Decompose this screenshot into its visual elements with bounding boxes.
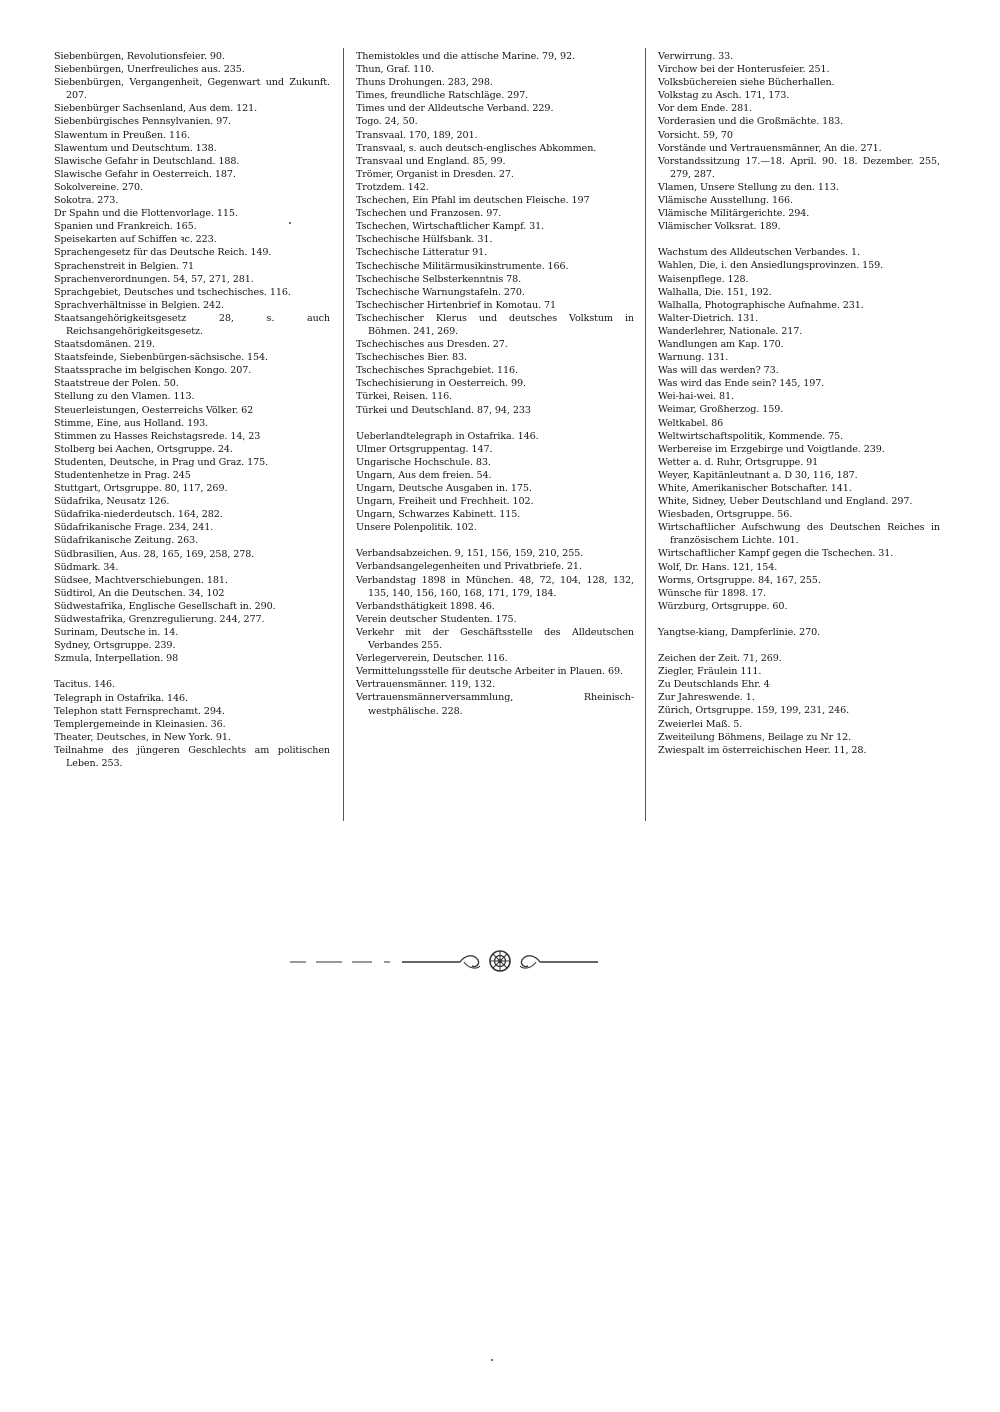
index-entry: Tacitus. 146. bbox=[54, 679, 115, 691]
index-entry: Vorsicht. 59, 70 bbox=[658, 129, 733, 141]
decorative-ornament-divider bbox=[280, 940, 720, 980]
index-entry: Transvaal und England. 85, 99. bbox=[356, 155, 506, 167]
index-entry: Südbrasilien, Aus. 28, 165, 169, 258, 278. bbox=[54, 548, 255, 560]
index-entry: Vertrauensmänner. 119, 132. bbox=[356, 679, 495, 691]
index-entry: Ungarn, Freiheit und Frechheit. 102. bbox=[356, 496, 534, 508]
index-entry: Ungarische Hochschule. 83. bbox=[356, 456, 491, 468]
index-entry: Verbandsangelegenheiten und Privatbriefe. 21. bbox=[356, 561, 582, 573]
index-entry: Ungarn, Aus dem freien. 54. bbox=[356, 469, 492, 481]
index-entry: Transvaal. 170, 189, 201. bbox=[356, 129, 478, 141]
index-entry: Thuns Drohungen. 283, 298. bbox=[356, 77, 493, 89]
index-entry: Südafrikanische Zeitung. 263. bbox=[54, 535, 199, 547]
index-entry: Sydney, Ortsgruppe. 239. bbox=[54, 640, 176, 652]
index-entry: Sokotra. 273. bbox=[54, 195, 119, 207]
index-entry: Türkei und Deutschland. 87, 94, 233 bbox=[356, 404, 531, 416]
index-entry: Tschechisierung in Oesterreich. 99. bbox=[356, 378, 526, 390]
index-entry: Warnung. 131. bbox=[658, 352, 729, 364]
index-entry: Sprachenverordnungen. 54, 57, 271, 281. bbox=[54, 273, 254, 285]
index-entry: Studenten, Deutsche, in Prag und Graz. 175. bbox=[54, 456, 269, 468]
index-entry: Tschechische Selbsterkenntnis 78. bbox=[356, 273, 522, 285]
index-entry: White, Sidney, Ueber Deutschland und England. 297. bbox=[658, 496, 913, 508]
section-gap bbox=[356, 417, 634, 430]
index-entry: Verein deutscher Studenten. 175. bbox=[356, 613, 517, 625]
section-gap bbox=[54, 665, 330, 678]
index-entry: Wirtschaftlicher Aufschwung des Deutschen Reiches in französischem Lichte. 101. bbox=[658, 522, 940, 547]
index-entry: Times, freundliche Ratschläge. 297. bbox=[356, 90, 529, 102]
index-entry: Vlamen, Unsere Stellung zu den. 113. bbox=[658, 181, 839, 193]
index-entry: Theater, Deutsches, in New York. 91. bbox=[54, 731, 231, 743]
index-entry: Stimme, Eine, aus Holland. 193. bbox=[54, 417, 209, 429]
index-entry: Wolf, Dr. Hans. 121, 154. bbox=[658, 561, 778, 573]
index-entry: Wachstum des Alldeutschen Verbandes. 1. bbox=[658, 247, 860, 259]
index-entry: Vorstände und Vertrauensmänner, An die. 271. bbox=[658, 142, 882, 154]
index-entry: Ziegler, Fräulein 111. bbox=[658, 666, 762, 678]
section-gap bbox=[658, 639, 940, 652]
index-column-1 bbox=[54, 50, 330, 770]
index-entry: Zu Deutschlands Ehr. 4 bbox=[658, 679, 770, 691]
index-entry: Thun, Graf. 110. bbox=[356, 64, 435, 76]
index-entry: Tschechischer Klerus und deutsches Volkstum in Böhmen. 241, 269. bbox=[356, 312, 634, 337]
section-gap bbox=[658, 233, 940, 246]
index-entry: Zweiteilung Böhmens, Beilage zu Nr 12. bbox=[658, 731, 852, 743]
index-entry: Studentenhetze in Prag. 245 bbox=[54, 470, 191, 481]
index-entry: Szmula, Interpellation. 98 bbox=[54, 653, 179, 665]
index-entry: Siebenbürgen, Revolutionsfeier. 90. bbox=[54, 51, 225, 62]
index-entry: Staatsangehörigkeitsgesetz 28, s. auch Reichsangehörigkeitsgesetz. bbox=[54, 312, 330, 337]
index-entry: Wiesbaden, Ortsgruppe. 56. bbox=[658, 509, 793, 521]
scan-speck bbox=[491, 1359, 493, 1361]
index-entry: Südafrika-niederdeutsch. 164, 282. bbox=[54, 509, 223, 521]
index-entry: Walter-Dietrich. 131. bbox=[658, 312, 759, 324]
index-entry: Transvaal, s. auch deutsch-englisches Abkommen. bbox=[356, 142, 597, 154]
index-entry: White, Amerikanischer Botschafter. 141. bbox=[658, 483, 852, 494]
index-entry: Dr Spahn und die Flottenvorlage. 115. bbox=[54, 208, 238, 220]
index-entry: Weltkabel. 86 bbox=[658, 417, 724, 429]
index-entry: Tschechisches Sprachgebiet. 116. bbox=[356, 365, 518, 377]
index-entry: Waisenpflege. 128. bbox=[658, 273, 749, 285]
index-entry: Tschechen, Ein Pfahl im deutschen Fleische. 197 bbox=[356, 195, 590, 207]
index-entry: Ulmer Ortsgruppentag. 147. bbox=[356, 443, 493, 455]
index-column-3 bbox=[658, 50, 940, 757]
index-entry: Wünsche für 1898. 17. bbox=[658, 587, 767, 599]
index-entry: Südafrika, Neusatz 126. bbox=[54, 496, 170, 508]
index-entry: Volksbüchereien siehe Bücherhallen. bbox=[658, 77, 835, 89]
index-entry: Walhalla, Photographische Aufnahme. 231. bbox=[658, 299, 864, 311]
index-entry: Spanien und Frankreich. 165. bbox=[54, 221, 197, 233]
index-entry: Walhalla, Die. 151, 192. bbox=[658, 286, 772, 298]
index-entry: Werbereise im Erzgebirge und Voigtlande. 239. bbox=[658, 443, 885, 455]
index-entry: Südsee, Machtverschiebungen. 181. bbox=[54, 574, 228, 586]
index-entry: Siebenbürger Sachsenland, Aus dem. 121. bbox=[54, 103, 258, 115]
index-entry: Südtirol, An die Deutschen. 34, 102 bbox=[54, 587, 225, 599]
index-entry: Verwirrung. 33. bbox=[658, 51, 734, 62]
index-entry: Staatsdomänen. 219. bbox=[54, 339, 155, 351]
index-entry: Times und der Alldeutsche Verband. 229. bbox=[356, 103, 554, 115]
index-entry: Ueberlandtelegraph in Ostafrika. 146. bbox=[356, 430, 539, 442]
index-entry: Vertrauensmännerversammlung, Rheinisch-westphälische. 228. bbox=[356, 692, 634, 717]
index-entry: Zeichen der Zeit. 71, 269. bbox=[658, 653, 782, 665]
index-entry: Telegraph in Ostafrika. 146. bbox=[54, 692, 188, 704]
index-entry: Tschechisches aus Dresden. 27. bbox=[356, 339, 508, 351]
index-entry: Weyer, Kapitänleutnant a. D 30, 116, 187. bbox=[658, 469, 858, 481]
column-divider-2 bbox=[645, 48, 646, 821]
index-entry: Vlämische Militärgerichte. 294. bbox=[658, 208, 810, 220]
index-column-2 bbox=[356, 50, 634, 718]
index-entry: Wetter a. d. Ruhr, Ortsgruppe. 91 bbox=[658, 456, 819, 468]
index-entry: Südafrikanische Frage. 234, 241. bbox=[54, 522, 214, 534]
index-entry: Wirtschaftlicher Kampf gegen die Tschechen. 31. bbox=[658, 548, 894, 560]
index-entry: Sprachengesetz für das Deutsche Reich. 149. bbox=[54, 247, 272, 259]
index-entry: Tschechischer Hirtenbrief in Komotau. 71 bbox=[356, 299, 556, 311]
index-entry: Stolberg bei Aachen, Ortsgruppe. 24. bbox=[54, 443, 233, 455]
index-entry: Verbandstag 1898 in München. 48, 72, 104, 128, 132, 135, 140, 156, 160, 168, 171, 179, 184. bbox=[356, 574, 634, 599]
index-entry: Vermittelungsstelle für deutsche Arbeiter in Plauen. 69. bbox=[356, 666, 623, 678]
index-entry: Tschechen, Wirtschaftlicher Kampf. 31. bbox=[356, 221, 545, 233]
index-entry: Wanderlehrer, Nationale. 217. bbox=[658, 325, 803, 337]
scan-speck bbox=[289, 222, 291, 224]
index-entry: Weltwirtschaftspolitik, Kommende. 75. bbox=[658, 430, 844, 442]
index-entry: Tschechische Warnungstafeln. 270. bbox=[356, 286, 525, 298]
index-entry: Vlämische Ausstellung. 166. bbox=[658, 195, 793, 207]
index-entry: Togo. 24, 50. bbox=[356, 116, 418, 128]
index-entry: Templergemeinde in Kleinasien. 36. bbox=[54, 718, 226, 730]
section-gap bbox=[658, 613, 940, 626]
index-entry: Ungarn, Deutsche Ausgaben in. 175. bbox=[356, 483, 532, 494]
index-entry: Sprachverhältnisse in Belgien. 242. bbox=[54, 299, 225, 311]
index-entry: Vlämischer Volksrat. 189. bbox=[658, 221, 781, 233]
index-entry: Siebenbürgisches Pennsylvanien. 97. bbox=[54, 116, 232, 128]
index-entry: Siebenbürgen, Vergangenheit, Gegenwart und Zukunft. 207. bbox=[54, 77, 330, 102]
index-entry: Surinam, Deutsche in. 14. bbox=[54, 627, 179, 639]
index-entry: Slawische Gefahr in Oesterreich. 187. bbox=[54, 168, 236, 180]
index-entry: Tschechen und Franzosen. 97. bbox=[356, 208, 502, 220]
index-entry: Steuerleistungen, Oesterreichs Völker. 62 bbox=[54, 404, 254, 416]
index-entry: Vorstandssitzung 17.—18. April. 90. 18. Dezember. 255, 279, 287. bbox=[658, 155, 940, 180]
index-entry: Stuttgart, Ortsgruppe. 80, 117, 269. bbox=[54, 483, 228, 495]
index-entry: Slawentum und Deutschtum. 138. bbox=[54, 142, 217, 154]
index-entry: Ungarn, Schwarzes Kabinett. 115. bbox=[356, 509, 521, 521]
index-entry: Staatsfeinde, Siebenbürgen-sächsische. 154. bbox=[54, 352, 269, 364]
index-entry: Tschechische Hülfsbank. 31. bbox=[356, 234, 493, 246]
index-entry: Tschechische Militärmusikinstrumente. 166. bbox=[356, 260, 569, 272]
index-entry: Würzburg, Ortsgruppe. 60. bbox=[658, 600, 788, 612]
index-entry: Tschechisches Bier. 83. bbox=[356, 352, 467, 364]
index-entry: Zur Jahreswende. 1. bbox=[658, 692, 755, 704]
index-entry: Südmark. 34. bbox=[54, 561, 119, 573]
index-entry: Verlegerverein, Deutscher. 116. bbox=[356, 653, 508, 665]
index-entry: Südwestafrika, Englische Gesellschaft in. 290. bbox=[54, 600, 276, 612]
index-entry: Slawentum in Preußen. 116. bbox=[54, 129, 190, 141]
index-entry: Staatssprache im belgischen Kongo. 207. bbox=[54, 365, 252, 377]
index-entry: Zürich, Ortsgruppe. 159, 199, 231, 246. bbox=[658, 705, 850, 717]
index-entry: Unsere Polenpolitik. 102. bbox=[356, 522, 477, 534]
index-entry: Zwiespalt im österreichischen Heer. 11, 28. bbox=[658, 744, 867, 756]
index-entry: Siebenbürgen, Unerfreuliches aus. 235. bbox=[54, 64, 245, 76]
index-entry: Trömer, Organist in Dresden. 27. bbox=[356, 168, 514, 180]
index-entry: Sprachenstreit in Belgien. 71 bbox=[54, 260, 195, 272]
index-entry: Wandlungen am Kap. 170. bbox=[658, 338, 784, 350]
index-entry: Stellung zu den Vlamen. 113. bbox=[54, 391, 195, 403]
column-divider-1 bbox=[343, 48, 344, 821]
index-entry: Wei-hai-wei. 81. bbox=[658, 391, 734, 403]
index-entry: Vorderasien und die Großmächte. 183. bbox=[658, 116, 844, 128]
index-entry: Verbandsabzeichen. 9, 151, 156, 159, 210, 255. bbox=[356, 548, 584, 560]
index-entry: Vor dem Ende. 281. bbox=[658, 103, 753, 115]
index-entry: Tschechische Litteratur 91. bbox=[356, 247, 488, 259]
index-entry: Südwestafrika, Grenzregulierung. 244, 277. bbox=[54, 614, 265, 626]
index-entry: Zweierlei Maß. 5. bbox=[658, 718, 743, 730]
index-entry: Teilnahme des jüngeren Geschlechts am politischen Leben. 253. bbox=[54, 744, 330, 769]
section-gap bbox=[356, 534, 634, 547]
index-entry: Speisekarten auf Schiffen ꝛc. 223. bbox=[54, 234, 217, 246]
index-entry: Sprachgebiet, Deutsches und tschechisches. 116. bbox=[54, 286, 291, 298]
index-entry: Virchow bei der Honterusfeier. 251. bbox=[658, 64, 830, 76]
index-entry: Themistokles und die attische Marine. 79, 92. bbox=[356, 51, 575, 62]
index-entry: Telephon statt Fernsprechamt. 294. bbox=[54, 705, 225, 717]
index-entry: Verbandsthätigkeit 1898. 46. bbox=[356, 600, 495, 612]
index-entry: Türkei, Reisen. 116. bbox=[356, 391, 453, 403]
index-entry: Verkehr mit der Geschäftsstelle des Alldeutschen Verbandes 255. bbox=[356, 626, 634, 652]
index-entry: Trotzdem. 142. bbox=[356, 181, 429, 193]
index-entry: Yangtse-kiang, Dampferlinie. 270. bbox=[658, 626, 821, 638]
index-entry: Stimmen zu Hasses Reichstagsrede. 14, 23 bbox=[54, 430, 261, 442]
index-entry: Staatstreue der Polen. 50. bbox=[54, 378, 179, 390]
index-entry: Slawische Gefahr in Deutschland. 188. bbox=[54, 155, 240, 167]
index-entry: Worms, Ortsgruppe. 84, 167, 255. bbox=[658, 574, 821, 586]
index-entry: Wahlen, Die, i. den Ansiedlungsprovinzen. 159. bbox=[658, 260, 884, 272]
index-entry: Sokolvereine. 270. bbox=[54, 181, 143, 193]
index-entry: Volkstag zu Asch. 171, 173. bbox=[658, 90, 790, 102]
index-entry: Was wird das Ende sein? 145, 197. bbox=[658, 378, 825, 390]
index-entry: Weimar, Großherzog. 159. bbox=[658, 404, 784, 416]
index-entry: Was will das werden? 73. bbox=[658, 365, 779, 377]
